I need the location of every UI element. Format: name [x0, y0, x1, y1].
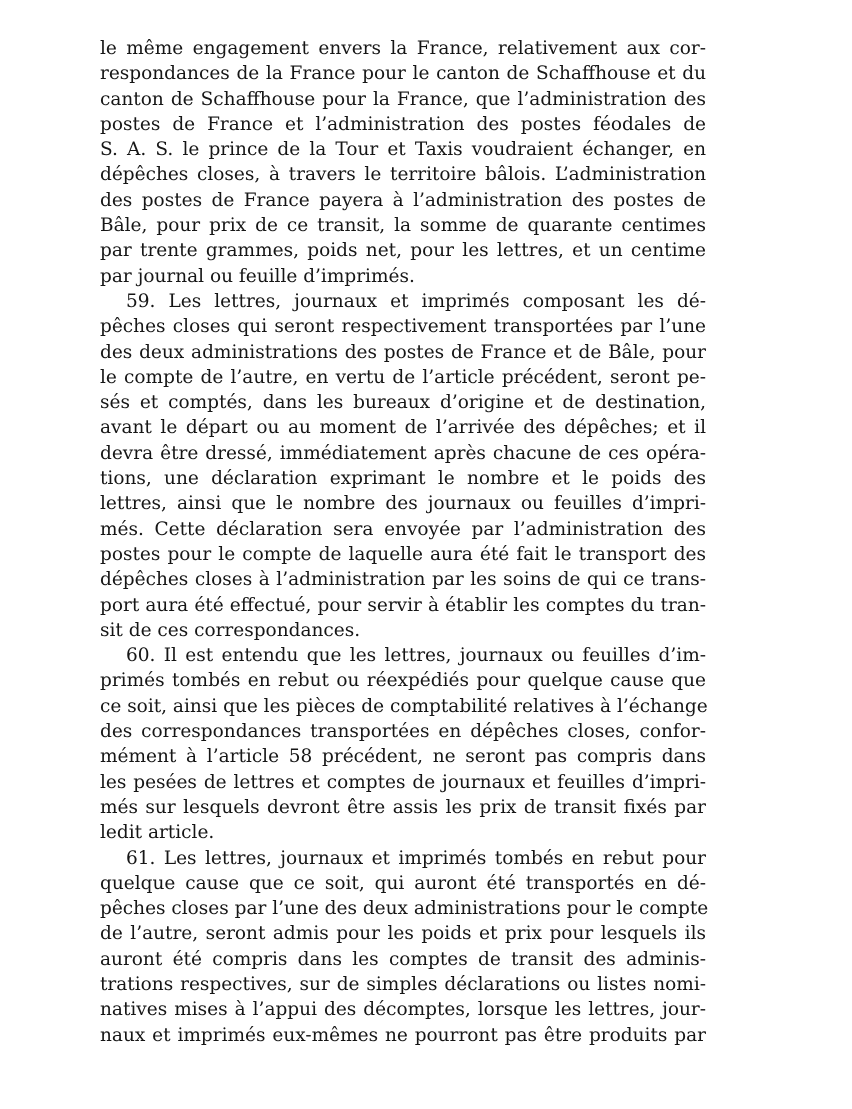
- text-line: des postes de France payera à l’administration des postes de: [100, 189, 706, 211]
- text-line: mément à l’article 58 précédent, ne seront pas compris dans: [100, 746, 706, 768]
- paragraph-article-60: [100, 643, 706, 845]
- text-line: les pesées de lettres et comptes de journaux et feuilles d’impri-: [100, 771, 706, 793]
- text-line: primés tombés en rebut ou réexpédiés pour quelque cause que: [100, 670, 706, 692]
- text-line: le même engagement envers la France, relativement aux cor-: [100, 38, 706, 59]
- text-line: natives mises à l’appui des décomptes, lorsque les lettres, jour-: [100, 999, 706, 1021]
- text-line: més sur lesquels devront être assis les prix de transit fixés par: [100, 796, 706, 818]
- text-line: trations respectives, sur de simples déclarations ou listes nomi-: [100, 973, 706, 995]
- text-line: 61. Les lettres, journaux et imprimés tombés en rebut pour: [126, 847, 706, 869]
- text-line: des correspondances transportées en dépêches closes, confor-: [100, 721, 706, 743]
- text-line: sés et comptés, dans les bureaux d’origine et de destination,: [100, 392, 706, 414]
- text-line: postes de France et l’administration des postes féodales de: [100, 113, 706, 135]
- text-line: dépêches closes, à travers le territoire bâlois. L’administration: [100, 164, 706, 186]
- text-line: lettres, ainsi que le nombre des journaux ou feuilles d’impri-: [100, 493, 706, 515]
- paragraph-article-59: [100, 289, 706, 643]
- text-line: ledit article.: [100, 822, 215, 844]
- text-line: avant le départ ou au moment de l’arrivée des dépêches; et il: [100, 417, 706, 439]
- page-body: [100, 36, 709, 1048]
- text-line: pêches closes par l’une des deux administrations pour le compte: [100, 898, 709, 920]
- text-line: sit de ces correspondances.: [100, 619, 361, 641]
- text-line: pêches closes qui seront respectivement transportées par l’une: [100, 316, 706, 338]
- text-line: quelque cause que ce soit, qui auront été transportés en dé-: [100, 872, 706, 894]
- text-line: respondances de la France pour le canton de Schaffhouse et du: [100, 63, 706, 85]
- text-line: par journal ou feuille d’imprimés.: [100, 265, 415, 287]
- text-line: devra être dressé, immédiatement après chacune de ces opéra-: [100, 442, 706, 464]
- text-line: ce soit, ainsi que les pièces de comptabilité relatives à l’échange: [100, 695, 708, 717]
- text-line: 60. Il est entendu que les lettres, journaux ou feuilles d’im-: [126, 645, 706, 667]
- text-line: 59. Les lettres, journaux et imprimés composant les dé-: [126, 290, 706, 312]
- text-line: canton de Schaffhouse pour la France, que l’administration des: [100, 88, 706, 110]
- text-line: més. Cette déclaration sera envoyée par l’administration des: [100, 518, 706, 540]
- text-line: le compte de l’autre, en vertu de l’article précédent, seront pe-: [100, 366, 706, 388]
- paragraph-continuation: [100, 36, 706, 289]
- paragraph-article-61: [100, 846, 709, 1048]
- text-line: dépêches closes à l’administration par les soins de qui ce trans-: [100, 569, 706, 591]
- text-line: auront été compris dans les comptes de transit des adminis-: [100, 948, 706, 970]
- text-line: naux et imprimés eux-mêmes ne pourront pas être produits par: [100, 1024, 706, 1046]
- text-line: tions, une déclaration exprimant le nombre et le poids des: [100, 468, 706, 490]
- text-line: postes pour le compte de laquelle aura été fait le transport des: [100, 543, 706, 565]
- text-line: S. A. S. le prince de la Tour et Taxis voudraient échanger, en: [100, 139, 706, 161]
- text-line: port aura été effectué, pour servir à établir les comptes du tran-: [100, 594, 706, 616]
- text-line: de l’autre, seront admis pour les poids et prix pour lesquels ils: [100, 923, 706, 945]
- text-line: des deux administrations des postes de France et de Bâle, pour: [100, 341, 706, 363]
- text-line: Bâle, pour prix de ce transit, la somme de quarante centimes: [100, 215, 706, 237]
- text-line: par trente grammes, poids net, pour les lettres, et un centime: [100, 240, 706, 262]
